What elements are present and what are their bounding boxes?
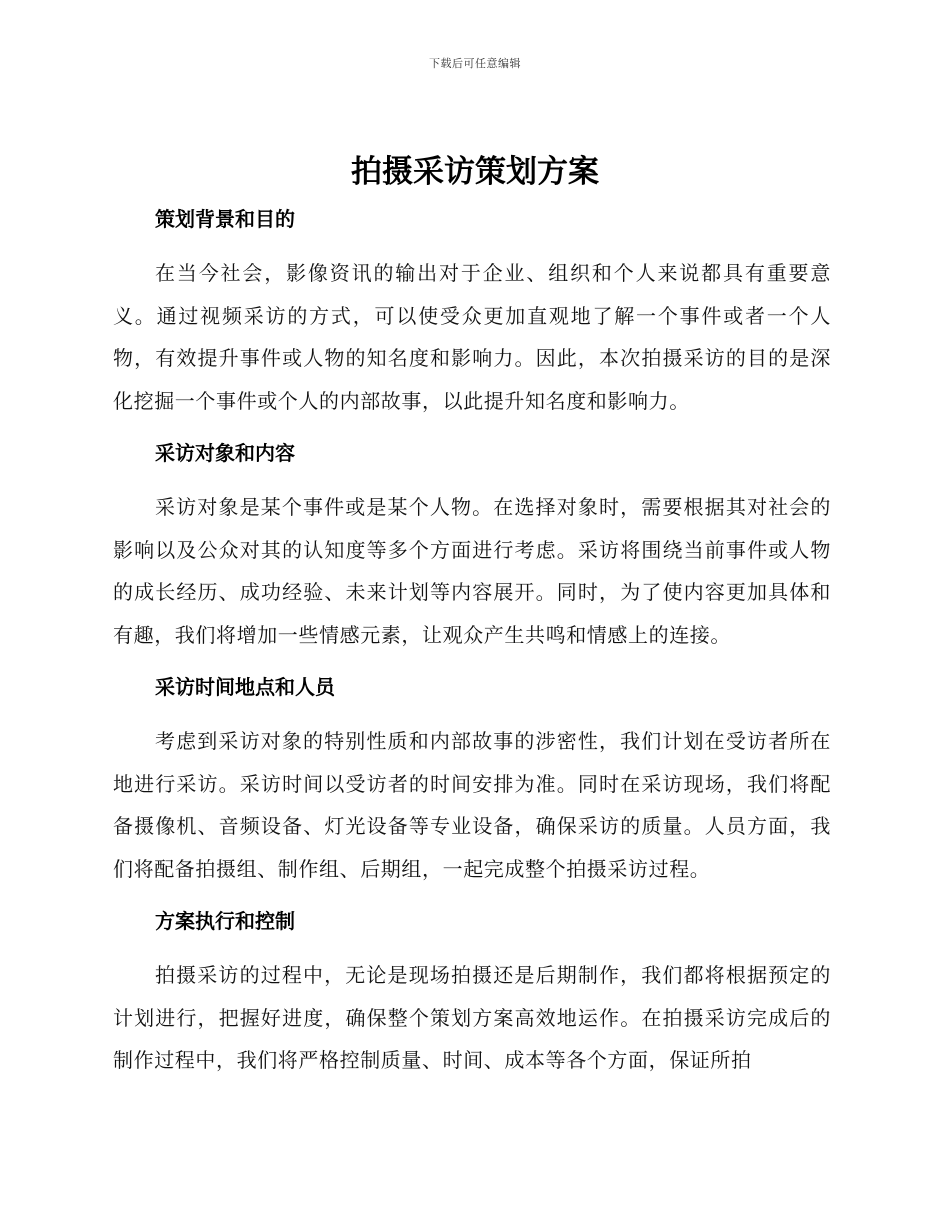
section-paragraph-subject: 采访对象是某个事件或是某个人物。在选择对象时，需要根据其对社会的影响以及公众对其的认知度等多个方面进行考虑。采访将围绕当前事件或人物的成长经历、成功经验、未来计划等内容展开。同时，为了使内容更加具体和有趣，我们将增加一些情感元素，让观众产生共鸣和情感上的连接。 (113, 495, 831, 647)
section-heading-background: 策划背景和目的 (155, 207, 295, 231)
section-paragraph-background: 在当今社会，影像资讯的输出对于企业、组织和个人来说都具有重要意义。通过视频采访的方式，可以使受众更加直观地了解一个事件或者一个人物，有效提升事件或人物的知名度和影响力。因此，本次拍摄采访的目的是深化挖掘一个事件或个人的内部故事，以此提升知名度和影响力。 (113, 261, 831, 413)
section-heading-subject: 采访对象和内容 (155, 441, 295, 465)
section-heading-execution: 方案执行和控制 (155, 909, 295, 933)
section-paragraph-execution: 拍摄采访的过程中，无论是现场拍摄还是后期制作，我们都将根据预定的计划进行，把握好进度，确保整个策划方案高效地运作。在拍摄采访完成后的制作过程中，我们将严格控制质量、时间、成本等各个方面，保证所拍 (113, 963, 831, 1072)
header-note: 下载后可任意编辑 (429, 57, 521, 70)
section-paragraph-logistics: 考虑到采访对象的特别性质和内部故事的涉密性，我们计划在受访者所在地进行采访。采访时间以受访者的时间安排为准。同时在采访现场，我们将配备摄像机、音频设备、灯光设备等专业设备，确保采访的质量。人员方面，我们将配备拍摄组、制作组、后期组，一起完成整个拍摄采访过程。 (113, 729, 831, 881)
document-title: 拍摄采访策划方案 (351, 154, 599, 190)
document-body (113, 200, 831, 1094)
section-heading-logistics: 采访时间地点和人员 (155, 675, 335, 699)
